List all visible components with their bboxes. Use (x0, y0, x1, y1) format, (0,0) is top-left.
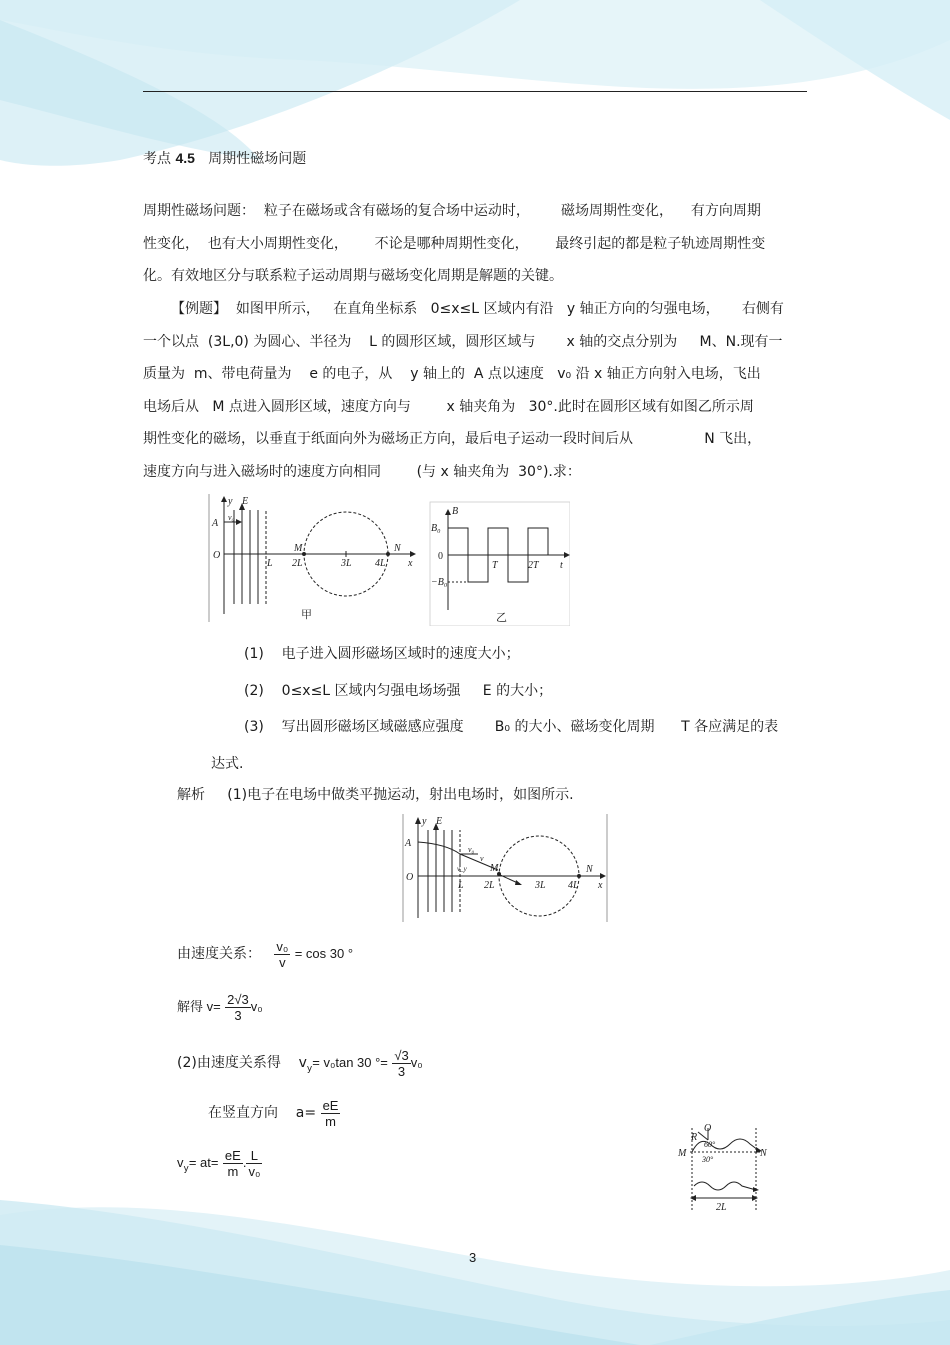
label-l: L (267, 558, 273, 569)
example-line: 一个以点 (3L,0) 为圆心、半径为 L 的圆形区域，圆形区域与 x 轴的交点分别为 M、N.现有一 (143, 333, 783, 350)
equation-tail: v₀ (410, 1055, 423, 1070)
question-text: 0≤x≤L 区域内匀强电场场强 E 的大小； (281, 683, 553, 699)
equation-label: 解得 v= (177, 999, 221, 1014)
label-n: N (586, 864, 593, 875)
figure-3 (676, 1120, 772, 1212)
solution-intro (177, 786, 574, 804)
equation-5 (177, 1146, 262, 1186)
intro-paragraph (143, 195, 765, 293)
label-y: y (422, 816, 427, 827)
question-text: 电子进入圆形磁场区域时的速度大小； (281, 646, 520, 662)
label-4l: 4L (568, 880, 579, 891)
fraction: $\frac{√3}{3}$ (394, 1047, 409, 1079)
question-3 (244, 718, 778, 736)
header-rule (143, 91, 807, 92)
example-line: 速度方向与进入磁场时的速度方向相同 (与 x 轴夹角为 30°).求： (143, 463, 581, 480)
equation-tail: v₀ (250, 999, 263, 1014)
question-1 (244, 645, 520, 663)
title-text: 周期性磁场问题 (208, 151, 307, 167)
example-line: 质量为 m、带电荷量为 e 的电子，从 y 轴上的 A 点以速度 v₀ 沿 x 轴正方向射入电场，飞出 (143, 366, 761, 382)
label-e: E (242, 496, 249, 507)
caption-yi: 乙 (496, 611, 507, 624)
label-2l: 2L (716, 1202, 727, 1212)
equation-mid: = v₀tan 30 °= (312, 1055, 388, 1070)
equation-2 (177, 990, 263, 1024)
equation-rhs: = cos 30 ° (294, 946, 354, 961)
dot: . (242, 1155, 247, 1170)
label-t-period: T (492, 560, 498, 571)
label-3l: 3L (341, 558, 352, 569)
figure-1 (208, 494, 570, 626)
title-number: 4.5 (175, 150, 195, 166)
label-a: A (212, 518, 219, 529)
label-v0: v₀ (468, 845, 475, 854)
section-title (143, 149, 306, 168)
label-neg-b0: −B₀ (431, 577, 448, 588)
label-vy: v_y (457, 865, 467, 873)
equation-label: 由速度关系： (177, 946, 261, 962)
example-line: 【例题】 如图甲所示， 在直角坐标系 0≤x≤L 区域内有沿 y 轴正方向的匀强电场， 右侧有 (171, 301, 784, 317)
label-b0: B₀ (431, 523, 441, 534)
label-2l: 2L (484, 880, 495, 891)
equation-4 (208, 1096, 340, 1130)
question-2 (244, 682, 552, 700)
subscript: y (183, 1163, 189, 1174)
page-number: 3 (469, 1250, 477, 1265)
equation-mid: = at= (188, 1155, 219, 1170)
label-n: N (394, 543, 401, 554)
label-zero: 0 (438, 551, 443, 562)
label-v0: v₀ (228, 513, 235, 522)
label-n: N (760, 1148, 767, 1159)
label-30: 30° (702, 1155, 714, 1164)
fraction: $\frac{\text{v₀}}{v}$ (276, 938, 289, 970)
subscript: y (306, 1063, 313, 1074)
label-x: x (408, 558, 413, 569)
question-number: (3) (244, 719, 264, 735)
example-paragraph (143, 293, 784, 488)
equation-label: v (177, 1155, 184, 1170)
label-m: M (490, 863, 499, 874)
label-x: x (598, 880, 603, 891)
intro-line: 性变化， 也有大小周期性变化， 不论是哪种周期性变化， 最终引起的都是粒子轨迹周期性变 (143, 235, 766, 252)
solution-intro-text: (1)电子在电场中做类平抛运动，射出电场时，如图所示. (227, 787, 574, 803)
figure-2 (402, 814, 608, 922)
label-r: R (691, 1132, 698, 1143)
equation-label: 在竖直方向 a= (208, 1105, 317, 1121)
fraction: $\frac{eE}{m}$ (322, 1097, 339, 1129)
label-o: O (213, 550, 221, 561)
label-o: O (704, 1123, 712, 1134)
equation-label: (2)由速度关系得 v (177, 1055, 307, 1071)
question-text: 写出圆形磁场区域磁感应强度 B₀ 的大小、磁场变化周期 T 各应满足的表 (281, 719, 779, 735)
title-prefix: 考点 (143, 151, 171, 167)
equation-1 (177, 937, 353, 971)
fraction: $\frac{2√3}{3}$ (227, 991, 249, 1023)
intro-line: 化。有效地区分与联系粒子运动周期与磁场变化周期是解题的关键。 (143, 268, 563, 284)
figure-yi (430, 502, 570, 626)
question-3-continued: 达式. (211, 756, 244, 772)
fraction: $\frac{eE}{m}$ (224, 1147, 241, 1179)
label-4l: 4L (375, 558, 386, 569)
label-2t: 2T (528, 560, 539, 571)
equation-3 (177, 1046, 423, 1086)
label-l: L (458, 880, 464, 891)
question-number: (1) (244, 646, 264, 662)
fraction: $\frac{L}{\text{v₀}}$ (248, 1147, 261, 1179)
label-o: O (406, 872, 414, 883)
label-60: 60° (704, 1140, 716, 1149)
label-e: E (436, 816, 443, 827)
label-m: M (294, 543, 303, 554)
label-y: y (228, 496, 233, 507)
question-number: (2) (244, 683, 264, 699)
label-b: B (452, 506, 459, 517)
label-v: v (480, 854, 484, 863)
label-3l: 3L (535, 880, 546, 891)
example-line: 电场后从 M 点进入圆形区域，速度方向与 x 轴夹角为 30°.此时在圆形区域有如图乙所示周 (143, 398, 754, 415)
example-line: 期性变化的磁场，以垂直于纸面向外为磁场正方向，最后电子运动一段时间后从 N 飞出， (143, 431, 762, 447)
label-a: A (405, 838, 412, 849)
intro-line: 周期性磁场问题： 粒子在磁场或含有磁场的复合场中运动时， 磁场周期性变化， 有方向周期 (143, 203, 761, 219)
label-2l: 2L (292, 558, 303, 569)
solution-label: 解析 (177, 787, 205, 803)
figure-jia (209, 494, 416, 622)
caption-jia: 甲 (301, 608, 312, 621)
label-m: M (678, 1148, 687, 1159)
label-t: t (560, 560, 563, 571)
